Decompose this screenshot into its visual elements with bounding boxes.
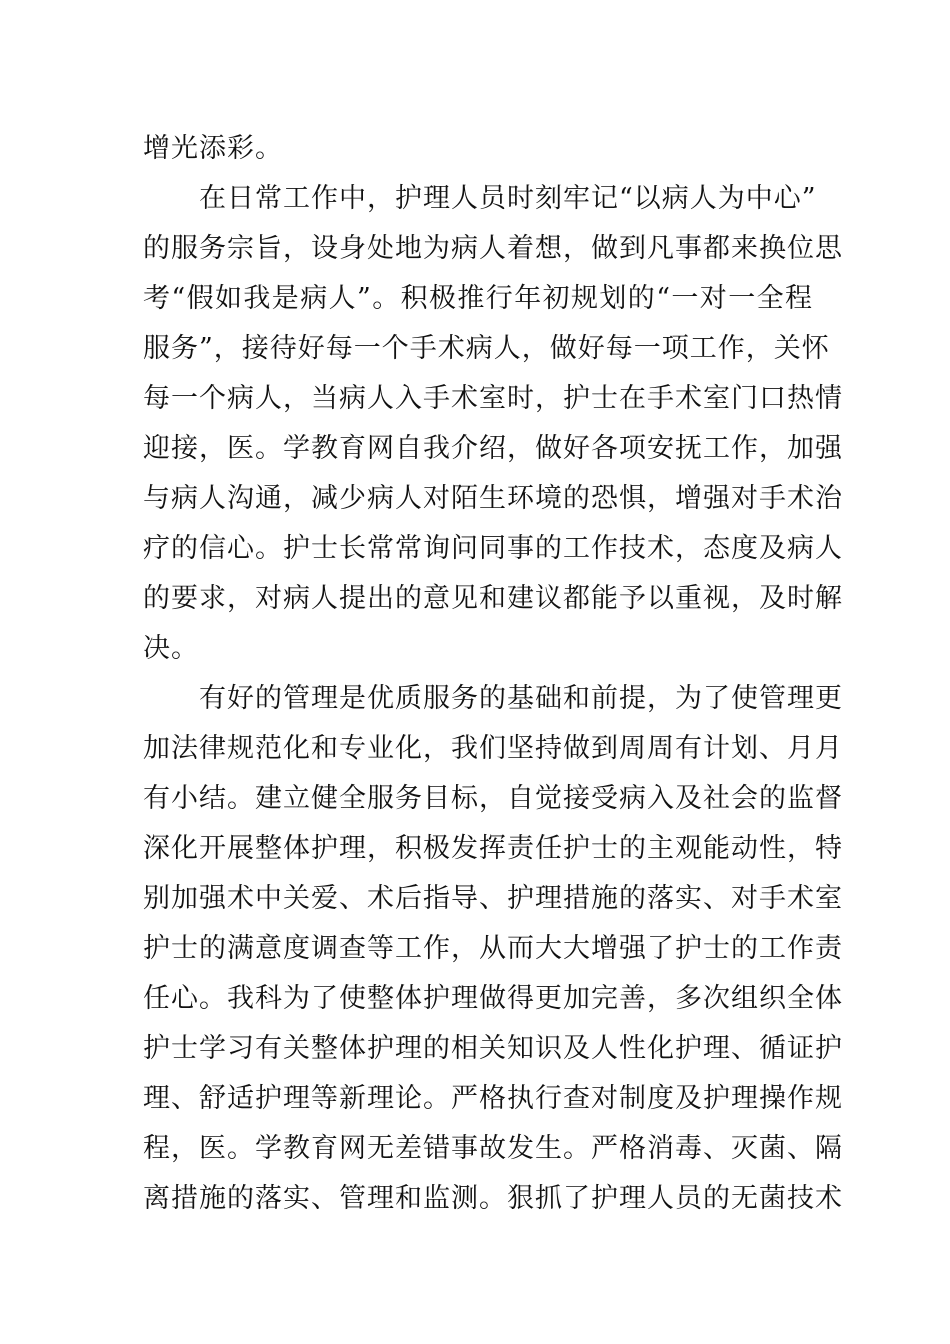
- text-line: 护士学习有关整体护理的相关知识及人性化护理、循证护: [143, 1033, 843, 1064]
- text-line: 别加强术中关爱、术后指导、护理措施的落实、对手术室: [143, 883, 843, 914]
- text-line: 服务”，接待好每一个手术病人，做好每一项工作，关怀: [143, 333, 830, 364]
- text-line: 任心。我科为了使整体护理做得更加完善，多次组织全体: [143, 983, 843, 1014]
- text-line: 加法律规范化和专业化，我们坚持做到周周有计划、月月: [143, 733, 843, 764]
- text-line: 有好的管理是优质服务的基础和前提，为了使管理更: [199, 683, 843, 714]
- text-line: 疗的信心。护士长常常询问同事的工作技术，态度及病人: [143, 533, 843, 564]
- text-line: 迎接，医。学教育网自我介绍，做好各项安抚工作，加强: [143, 433, 843, 464]
- document-body: [143, 124, 843, 1224]
- text-line: 护士的满意度调查等工作，从而大大增强了护士的工作责: [143, 933, 843, 964]
- text-line: 深化开展整体护理，积极发挥责任护士的主观能动性，特: [143, 833, 843, 864]
- text-line: 离措施的落实、管理和监测。狠抓了护理人员的无菌技术: [143, 1183, 843, 1214]
- text-line: 决。: [143, 633, 199, 664]
- text-line: 增光添彩。: [143, 133, 283, 164]
- text-line: 与病人沟通，减少病人对陌生环境的恐惧，增强对手术治: [143, 483, 843, 514]
- text-line: 考“假如我是病人”。积极推行年初规划的“一对一全程: [143, 283, 813, 314]
- text-line: 的要求，对病人提出的意见和建议都能予以重视，及时解: [143, 583, 843, 614]
- text-line: 理、舒适护理等新理论。严格执行查对制度及护理操作规: [143, 1083, 843, 1114]
- text-line: 程，医。学教育网无差错事故发生。严格消毒、灭菌、隔: [143, 1133, 843, 1164]
- text-line: 有小结。建立健全服务目标，自觉接受病入及社会的监督: [143, 783, 843, 814]
- text-line: 每一个病人，当病人入手术室时，护士在手术室门口热情: [143, 383, 843, 414]
- text-line: 的服务宗旨，设身处地为病人着想，做到凡事都来换位思: [143, 233, 843, 264]
- text-line: 在日常工作中，护理人员时刻牢记“以病人为中心”: [199, 183, 817, 214]
